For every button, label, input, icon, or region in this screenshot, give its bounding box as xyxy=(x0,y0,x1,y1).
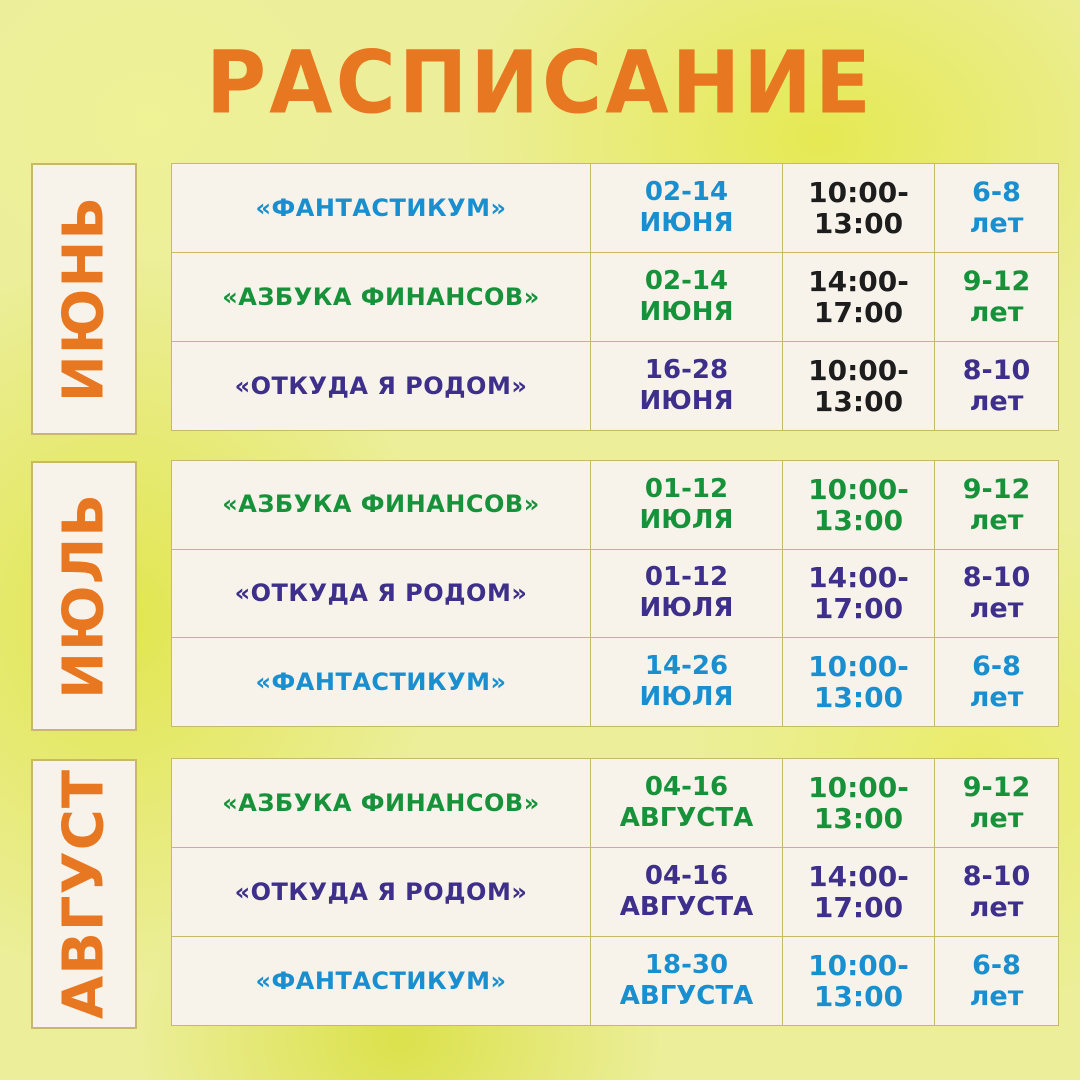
program-dates: 16-28 ИЮНЯ xyxy=(591,342,783,431)
month-name: ИЮНЬ xyxy=(51,195,117,403)
table-row xyxy=(172,848,1059,937)
program-name: «ФАНТАСТИКУМ» xyxy=(172,937,591,1026)
program-time: 14:00- 17:00 xyxy=(783,549,935,638)
page-title: РАСПИСАНИЕ xyxy=(206,33,874,134)
program-time: 10:00- 13:00 xyxy=(783,342,935,431)
table-row xyxy=(172,638,1059,727)
month-label-june xyxy=(31,163,137,435)
program-age: 9-12 лет xyxy=(935,461,1059,550)
table-row xyxy=(172,164,1059,253)
program-dates: 18-30 АВГУСТА xyxy=(591,937,783,1026)
schedule-table-august xyxy=(171,758,1059,1026)
month-name: ИЮЛЬ xyxy=(51,493,117,699)
program-dates: 04-16 АВГУСТА xyxy=(591,759,783,848)
program-name: «АЗБУКА ФИНАНСОВ» xyxy=(172,253,591,342)
table-row xyxy=(172,253,1059,342)
program-age: 9-12 лет xyxy=(935,253,1059,342)
program-name: «АЗБУКА ФИНАНСОВ» xyxy=(172,759,591,848)
program-name: «ФАНТАСТИКУМ» xyxy=(172,164,591,253)
program-time: 10:00- 13:00 xyxy=(783,759,935,848)
month-label-july xyxy=(31,461,137,731)
schedule-table-july xyxy=(171,460,1059,727)
program-age: 6-8 лет xyxy=(935,164,1059,253)
table-row xyxy=(172,461,1059,550)
program-time: 14:00- 17:00 xyxy=(783,253,935,342)
table-row xyxy=(172,937,1059,1026)
program-time: 10:00- 13:00 xyxy=(783,164,935,253)
schedule-table-june xyxy=(171,163,1059,431)
month-name: АВГУСТ xyxy=(51,768,117,1020)
table-row xyxy=(172,549,1059,638)
program-name: «ФАНТАСТИКУМ» xyxy=(172,638,591,727)
program-age: 9-12 лет xyxy=(935,759,1059,848)
program-name: «АЗБУКА ФИНАНСОВ» xyxy=(172,461,591,550)
program-name: «ОТКУДА Я РОДОМ» xyxy=(172,342,591,431)
program-age: 8-10 лет xyxy=(935,342,1059,431)
month-label-august xyxy=(31,759,137,1029)
program-age: 8-10 лет xyxy=(935,848,1059,937)
program-age: 8-10 лет xyxy=(935,549,1059,638)
program-dates: 02-14 ИЮНЯ xyxy=(591,253,783,342)
program-time: 10:00- 13:00 xyxy=(783,638,935,727)
program-dates: 01-12 ИЮЛЯ xyxy=(591,461,783,550)
program-dates: 02-14 ИЮНЯ xyxy=(591,164,783,253)
program-dates: 01-12 ИЮЛЯ xyxy=(591,549,783,638)
program-dates: 04-16 АВГУСТА xyxy=(591,848,783,937)
table-row xyxy=(172,342,1059,431)
program-time: 14:00- 17:00 xyxy=(783,848,935,937)
program-time: 10:00- 13:00 xyxy=(783,937,935,1026)
program-age: 6-8 лет xyxy=(935,937,1059,1026)
program-time: 10:00- 13:00 xyxy=(783,461,935,550)
program-dates: 14-26 ИЮЛЯ xyxy=(591,638,783,727)
table-row xyxy=(172,759,1059,848)
program-name: «ОТКУДА Я РОДОМ» xyxy=(172,848,591,937)
program-age: 6-8 лет xyxy=(935,638,1059,727)
program-name: «ОТКУДА Я РОДОМ» xyxy=(172,549,591,638)
